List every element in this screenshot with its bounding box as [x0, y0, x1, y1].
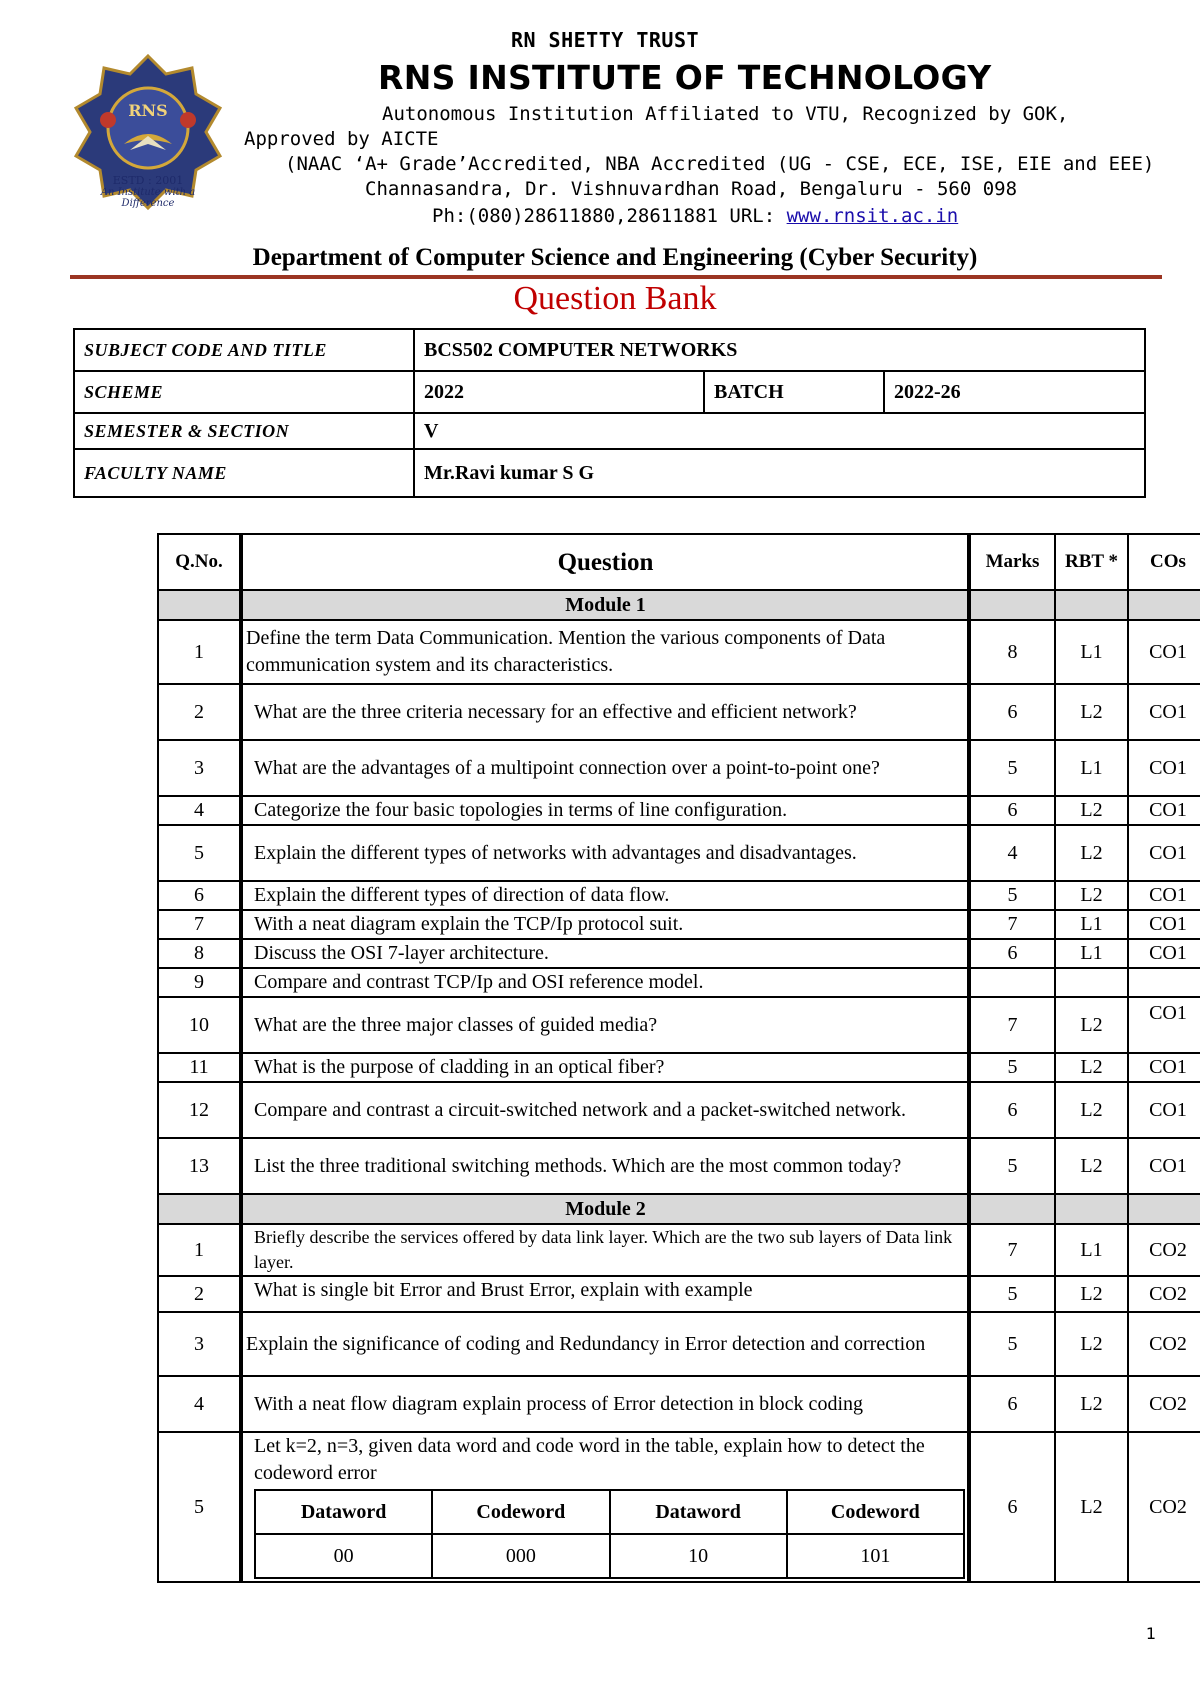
question-marks: 6 [969, 1082, 1055, 1138]
question-rbt: L1 [1055, 740, 1128, 796]
question-text: Compare and contrast TCP/Ip and OSI reference model. [241, 968, 969, 997]
module-cell-blank [969, 1194, 1055, 1224]
question-marks: 6 [969, 939, 1055, 968]
question-co: CO1 [1128, 939, 1200, 968]
question-co: CO1 [1128, 620, 1200, 684]
question-rbt: L1 [1055, 939, 1128, 968]
question-co: CO2 [1128, 1276, 1200, 1312]
question-rbt: L2 [1055, 1053, 1128, 1082]
question-row [158, 796, 1200, 825]
question-text: Explain the significance of coding and Redundancy in Error detection and correction [241, 1312, 969, 1376]
question-text: What are the advantages of a multipoint connection over a point-to-point one? [241, 740, 969, 796]
question-cell [241, 1432, 969, 1582]
module-cell-blank [1128, 590, 1200, 620]
module-title: Module 2 [241, 1194, 969, 1224]
question-rbt: L2 [1055, 684, 1128, 740]
question-co: CO1 [1128, 825, 1200, 881]
batch-value: 2022-26 [884, 371, 1145, 413]
department-title: Department of Computer Science and Engineering (Cyber Security) [252, 244, 978, 271]
question-text: Explain the different types of direction of data flow. [241, 881, 969, 910]
question-rbt: L1 [1055, 1224, 1128, 1276]
question-row [158, 997, 1200, 1053]
course-info-table [73, 328, 1146, 498]
question-number: 12 [158, 1082, 241, 1138]
scheme-label: SCHEME [74, 371, 414, 413]
question-row [158, 1082, 1200, 1138]
question-rbt: L2 [1055, 1376, 1128, 1432]
question-marks: 5 [969, 740, 1055, 796]
scheme-value: 2022 [414, 371, 704, 413]
module-cell-blank [158, 590, 241, 620]
question-co: CO2 [1128, 1312, 1200, 1376]
question-number: 5 [158, 825, 241, 881]
question-co: CO1 [1128, 684, 1200, 740]
question-text: Explain the different types of networks with advantages and disadvantages. [241, 825, 969, 881]
question-marks: 7 [969, 910, 1055, 939]
question-marks [969, 968, 1055, 997]
question-marks: 7 [969, 1224, 1055, 1276]
question-row [158, 910, 1200, 939]
question-co: CO1 [1128, 910, 1200, 939]
question-text: Briefly describe the services offered by data link layer. Which are the two sub layers of Data link layer. [241, 1224, 969, 1276]
marks-header: Marks [969, 534, 1055, 590]
question-row [158, 1376, 1200, 1432]
question-marks: 5 [969, 881, 1055, 910]
rbt-header: RBT * [1055, 534, 1128, 590]
question-rbt: L2 [1055, 881, 1128, 910]
module-cell-blank [1128, 1194, 1200, 1224]
question-number: 4 [158, 1376, 241, 1432]
question-text: With a neat flow diagram explain process of Error detection in block coding [241, 1376, 969, 1432]
codeword-table [254, 1489, 965, 1579]
question-rbt: L2 [1055, 1432, 1128, 1582]
affiliation-line: Autonomous Institution Affiliated to VTU, Recognized by GOK, [382, 103, 1069, 125]
phone-text: Ph:(080)28611880,28611881 URL: [432, 205, 787, 227]
question-number: 2 [158, 1276, 241, 1312]
question-row [158, 684, 1200, 740]
question-text: Let k=2, n=3, given data word and code word in the table, explain how to detect the codeword error [254, 1435, 925, 1484]
question-text: With a neat diagram explain the TCP/Ip protocol suit. [241, 910, 969, 939]
question-number: 10 [158, 997, 241, 1053]
semester-row [74, 413, 1145, 449]
question-row [158, 968, 1200, 997]
question-marks: 6 [969, 1376, 1055, 1432]
codeword-table-cell: 10 [610, 1534, 787, 1578]
question-text: Categorize the four basic topologies in terms of line configuration. [241, 796, 969, 825]
question-marks: 5 [969, 1276, 1055, 1312]
question-marks: 5 [969, 1312, 1055, 1376]
question-co: CO1 [1128, 796, 1200, 825]
module-cell-blank [1055, 1194, 1128, 1224]
question-co: CO1 [1128, 1138, 1200, 1194]
question-number: 1 [158, 620, 241, 684]
subject-row [74, 329, 1145, 371]
page-number: 1 [1145, 1624, 1156, 1643]
website-link[interactable]: www.rnsit.ac.in [786, 205, 959, 227]
module-cell-blank [1055, 590, 1128, 620]
question-text: What are the three major classes of guided media? [241, 997, 969, 1053]
question-table [157, 533, 1200, 1583]
question-marks: 7 [969, 997, 1055, 1053]
subject-value: BCS502 COMPUTER NETWORKS [414, 329, 1145, 371]
accreditation-line: (NAAC ‘A+ Grade’Accredited, NBA Accredited (UG - CSE, ECE, ISE, EIE and EEE) [285, 153, 1155, 175]
question-row [158, 1053, 1200, 1082]
logo-estd: ESTD : 2001 [112, 174, 184, 187]
header-divider [70, 275, 1162, 279]
faculty-row [74, 449, 1145, 497]
question-number: 2 [158, 684, 241, 740]
codeword-table-cell: 00 [255, 1534, 432, 1578]
module-row [158, 590, 1200, 620]
question-row [158, 825, 1200, 881]
subject-label: SUBJECT CODE AND TITLE [74, 329, 414, 371]
question-number: 8 [158, 939, 241, 968]
question-text: What is single bit Error and Brust Error, explain with example [241, 1276, 969, 1312]
question-rbt: L2 [1055, 825, 1128, 881]
codeword-table-header: Dataword [610, 1490, 787, 1534]
codeword-table-header: Dataword [255, 1490, 432, 1534]
contact-line [432, 205, 958, 227]
question-row [158, 1138, 1200, 1194]
question-rbt: L1 [1055, 620, 1128, 684]
question-text: Define the term Data Communication. Mention the various components of Data communication system and its characteristics. [241, 620, 969, 684]
question-row [158, 939, 1200, 968]
question-row [158, 1224, 1200, 1276]
question-number: 6 [158, 881, 241, 910]
question-header: Question [241, 534, 969, 590]
question-co: CO1 [1128, 1053, 1200, 1082]
question-number: 3 [158, 1312, 241, 1376]
question-co: CO2 [1128, 1224, 1200, 1276]
question-marks: 4 [969, 825, 1055, 881]
question-marks: 6 [969, 796, 1055, 825]
question-number: 11 [158, 1053, 241, 1082]
qno-header: Q.No. [158, 534, 241, 590]
question-rbt: L2 [1055, 1312, 1128, 1376]
question-number: 7 [158, 910, 241, 939]
question-rbt: L2 [1055, 997, 1128, 1053]
question-rbt [1055, 968, 1128, 997]
question-rbt: L2 [1055, 1276, 1128, 1312]
question-rbt: L2 [1055, 796, 1128, 825]
question-rbt: L2 [1055, 1082, 1128, 1138]
semester-label: SEMESTER & SECTION [74, 413, 414, 449]
document-title: Question Bank [513, 280, 717, 317]
question-marks: 6 [969, 684, 1055, 740]
approval-line: Approved by AICTE [244, 128, 439, 150]
codeword-table-cell: 000 [432, 1534, 609, 1578]
question-marks: 6 [969, 1432, 1055, 1582]
logo-caption [88, 174, 208, 209]
question-co: CO1 [1128, 881, 1200, 910]
module-cell-blank [969, 590, 1055, 620]
question-marks: 5 [969, 1053, 1055, 1082]
logo-motto: An Institute with a Difference [100, 187, 196, 209]
codeword-table-header: Codeword [787, 1490, 964, 1534]
question-co: CO1 [1128, 997, 1200, 1053]
question-text: List the three traditional switching methods. Which are the most common today? [241, 1138, 969, 1194]
module-title: Module 1 [241, 590, 969, 620]
question-row [158, 620, 1200, 684]
question-text: Compare and contrast a circuit-switched network and a packet-switched network. [241, 1082, 969, 1138]
question-number: 5 [158, 1432, 241, 1582]
question-row [158, 1312, 1200, 1376]
semester-value: V [414, 413, 1145, 449]
question-co: CO1 [1128, 740, 1200, 796]
faculty-label: FACULTY NAME [74, 449, 414, 497]
question-number: 1 [158, 1224, 241, 1276]
question-rbt: L2 [1055, 1138, 1128, 1194]
codeword-table-cell: 101 [787, 1534, 964, 1578]
question-co [1128, 968, 1200, 997]
question-number: 13 [158, 1138, 241, 1194]
address-line: Channasandra, Dr. Vishnuvardhan Road, Bengaluru - 560 098 [365, 178, 1018, 200]
scheme-row [74, 371, 1145, 413]
question-row [158, 740, 1200, 796]
faculty-value: Mr.Ravi kumar S G [414, 449, 1145, 497]
question-co: CO2 [1128, 1432, 1200, 1582]
question-text: Discuss the OSI 7-layer architecture. [241, 939, 969, 968]
question-number: 4 [158, 796, 241, 825]
batch-label: BATCH [704, 371, 884, 413]
codeword-table-header: Codeword [432, 1490, 609, 1534]
trust-name: RN SHETTY TRUST [510, 28, 700, 52]
question-marks: 5 [969, 1138, 1055, 1194]
question-table-header [158, 534, 1200, 590]
question-co: CO2 [1128, 1376, 1200, 1432]
cos-header: COs [1128, 534, 1200, 590]
question-marks: 8 [969, 620, 1055, 684]
question-number: 9 [158, 968, 241, 997]
institute-name: RNS INSTITUTE OF TECHNOLOGY [378, 58, 992, 97]
question-text: What are the three criteria necessary for an effective and efficient network? [241, 684, 969, 740]
module-row [158, 1194, 1200, 1224]
module-cell-blank [158, 1194, 241, 1224]
question-row [158, 881, 1200, 910]
question-co: CO1 [1128, 1082, 1200, 1138]
question-rbt: L1 [1055, 910, 1128, 939]
question-row [158, 1432, 1200, 1582]
question-row [158, 1276, 1200, 1312]
question-number: 3 [158, 740, 241, 796]
logo-text: RNS [128, 101, 168, 120]
question-text: What is the purpose of cladding in an optical fiber? [241, 1053, 969, 1082]
